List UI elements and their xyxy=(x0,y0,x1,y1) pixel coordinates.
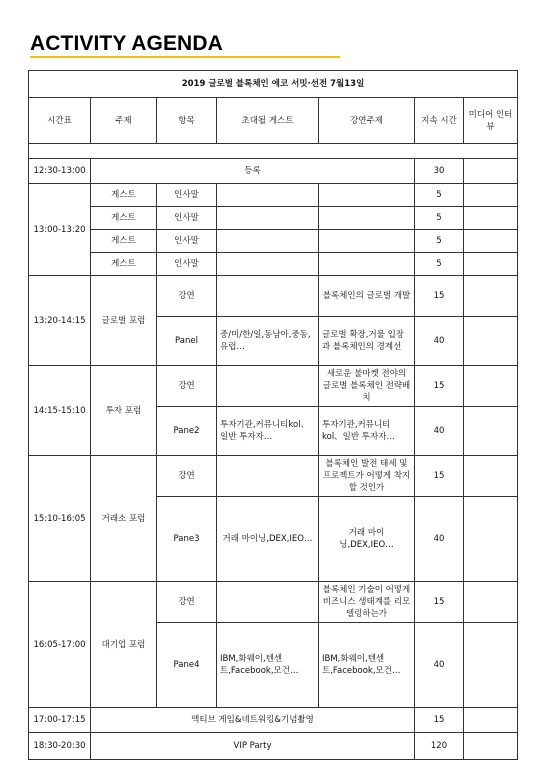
title-underline xyxy=(30,56,340,58)
item-cell: Pane2 xyxy=(157,407,217,456)
duration-cell: 15 xyxy=(415,276,464,317)
guests-cell: 투자기관,커뮤니티kol、일반 투자자… xyxy=(217,407,319,456)
media-cell xyxy=(464,733,518,760)
topic-cell: 블록체인의 글로벌 개발 xyxy=(319,276,415,317)
media-cell xyxy=(464,708,518,733)
table-row xyxy=(29,366,518,407)
item-cell: Pane3 xyxy=(157,497,217,582)
table-title: 2019 글로벌 블록체인 에코 서밋·선전 7월13일 xyxy=(29,71,518,98)
guests-cell xyxy=(217,184,319,207)
item-cell: 인사말 xyxy=(157,184,217,207)
page-title: ACTIVITY AGENDA xyxy=(30,32,223,55)
header-cell: 강연주제 xyxy=(319,98,415,144)
media-cell xyxy=(464,253,518,276)
item-cell: 인사말 xyxy=(157,207,217,230)
duration-cell: 40 xyxy=(415,407,464,456)
theme-cell: 대기업 포럼 xyxy=(91,582,157,708)
item-cell: 강연 xyxy=(157,582,217,623)
theme-cell: 게스트 xyxy=(91,230,157,253)
duration-cell: 5 xyxy=(415,184,464,207)
theme-cell: 투자 포럼 xyxy=(91,366,157,456)
duration-cell: 15 xyxy=(415,366,464,407)
table-row xyxy=(29,276,518,317)
guests-cell: 거래 마이닝,DEX,IEO… xyxy=(217,497,319,582)
table-row xyxy=(29,708,518,733)
media-cell xyxy=(464,276,518,317)
media-cell xyxy=(464,366,518,407)
time-cell: 18:30-20:30 xyxy=(29,733,91,760)
guests-cell xyxy=(217,276,319,317)
media-cell xyxy=(464,207,518,230)
guests-cell: IBM,화웨이,텐센트,Facebook,모건… xyxy=(217,623,319,708)
media-cell xyxy=(464,230,518,253)
time-cell: 15:10-16:05 xyxy=(29,456,91,582)
topic-cell xyxy=(319,207,415,230)
duration-cell: 40 xyxy=(415,623,464,708)
media-cell xyxy=(464,582,518,623)
guests-cell xyxy=(217,582,319,623)
theme-cell: 게스트 xyxy=(91,207,157,230)
media-cell xyxy=(464,184,518,207)
activity-cell: 액티브 게임&네트워킹&기념촬영 xyxy=(91,708,415,733)
duration-cell: 40 xyxy=(415,317,464,366)
duration-cell: 40 xyxy=(415,497,464,582)
guests-cell xyxy=(217,253,319,276)
table-row xyxy=(29,582,518,623)
time-cell: 13:20-14:15 xyxy=(29,276,91,366)
duration-cell: 120 xyxy=(415,733,464,760)
theme-cell: 게스트 xyxy=(91,184,157,207)
table-header-row xyxy=(29,98,518,144)
activity-cell: VIP Party xyxy=(91,733,415,760)
theme-cell: 글로벌 포럼 xyxy=(91,276,157,366)
time-cell: 13:00-13:20 xyxy=(29,184,91,276)
guests-cell xyxy=(217,207,319,230)
table-row xyxy=(29,456,518,497)
item-cell: 인사말 xyxy=(157,253,217,276)
topic-cell: 블록체인 기술이 어떻게 비즈니스 생태계를 리모델링하는가 xyxy=(319,582,415,623)
agenda-table xyxy=(28,70,518,760)
duration-cell: 15 xyxy=(415,456,464,497)
media-cell xyxy=(464,456,518,497)
table-row xyxy=(29,230,518,253)
guests-cell: 중/미/한/일,동남아,중동,유럽… xyxy=(217,317,319,366)
topic-cell: 글로벌 확장,거물 입장과 블록체인의 경계선 xyxy=(319,317,415,366)
header-cell: 주제 xyxy=(91,98,157,144)
table-row xyxy=(29,207,518,230)
guests-cell xyxy=(217,366,319,407)
topic-cell: 블록체인 발전 태세 및 프로젝트가 어떻게 착지할 것인가 xyxy=(319,456,415,497)
time-cell: 16:05-17:00 xyxy=(29,582,91,708)
header-cell: 항목 xyxy=(157,98,217,144)
activity-cell: 등록 xyxy=(91,159,415,184)
topic-cell xyxy=(319,230,415,253)
time-cell: 12:30-13:00 xyxy=(29,159,91,184)
table-row xyxy=(29,184,518,207)
time-cell: 14:15-15:10 xyxy=(29,366,91,456)
header-cell: 시간표 xyxy=(29,98,91,144)
topic-cell: IBM,화웨이,텐센트,Facebook,모건… xyxy=(319,623,415,708)
table-row xyxy=(29,733,518,760)
duration-cell: 15 xyxy=(415,708,464,733)
item-cell: 강연 xyxy=(157,366,217,407)
duration-cell: 15 xyxy=(415,582,464,623)
topic-cell xyxy=(319,184,415,207)
item-cell: Pane4 xyxy=(157,623,217,708)
media-cell xyxy=(464,497,518,582)
topic-cell: 거래 마이닝,DEX,IEO… xyxy=(319,497,415,582)
duration-cell: 5 xyxy=(415,230,464,253)
duration-cell: 5 xyxy=(415,253,464,276)
header-cell: 미디어 인터뷰 xyxy=(464,98,518,144)
duration-cell: 5 xyxy=(415,207,464,230)
guests-cell xyxy=(217,456,319,497)
time-cell: 17:00-17:15 xyxy=(29,708,91,733)
topic-cell: 투자기관,커뮤니티kol、일반 투자자… xyxy=(319,407,415,456)
header-cell: 초대될 게스트 xyxy=(217,98,319,144)
topic-cell: 새로운 불마켓 전야의 글로벌 블록체인 전략배치 xyxy=(319,366,415,407)
item-cell: 강연 xyxy=(157,456,217,497)
theme-cell: 거래소 포럼 xyxy=(91,456,157,582)
item-cell: 인사말 xyxy=(157,230,217,253)
topic-cell xyxy=(319,253,415,276)
media-cell xyxy=(464,407,518,456)
media-cell xyxy=(464,623,518,708)
table-row xyxy=(29,159,518,184)
header-cell: 지속 시간 xyxy=(415,98,464,144)
table-row xyxy=(29,253,518,276)
guests-cell xyxy=(217,230,319,253)
item-cell: 강연 xyxy=(157,276,217,317)
media-cell xyxy=(464,317,518,366)
media-cell xyxy=(464,159,518,184)
theme-cell: 게스트 xyxy=(91,253,157,276)
duration-cell: 30 xyxy=(415,159,464,184)
item-cell: Panel xyxy=(157,317,217,366)
